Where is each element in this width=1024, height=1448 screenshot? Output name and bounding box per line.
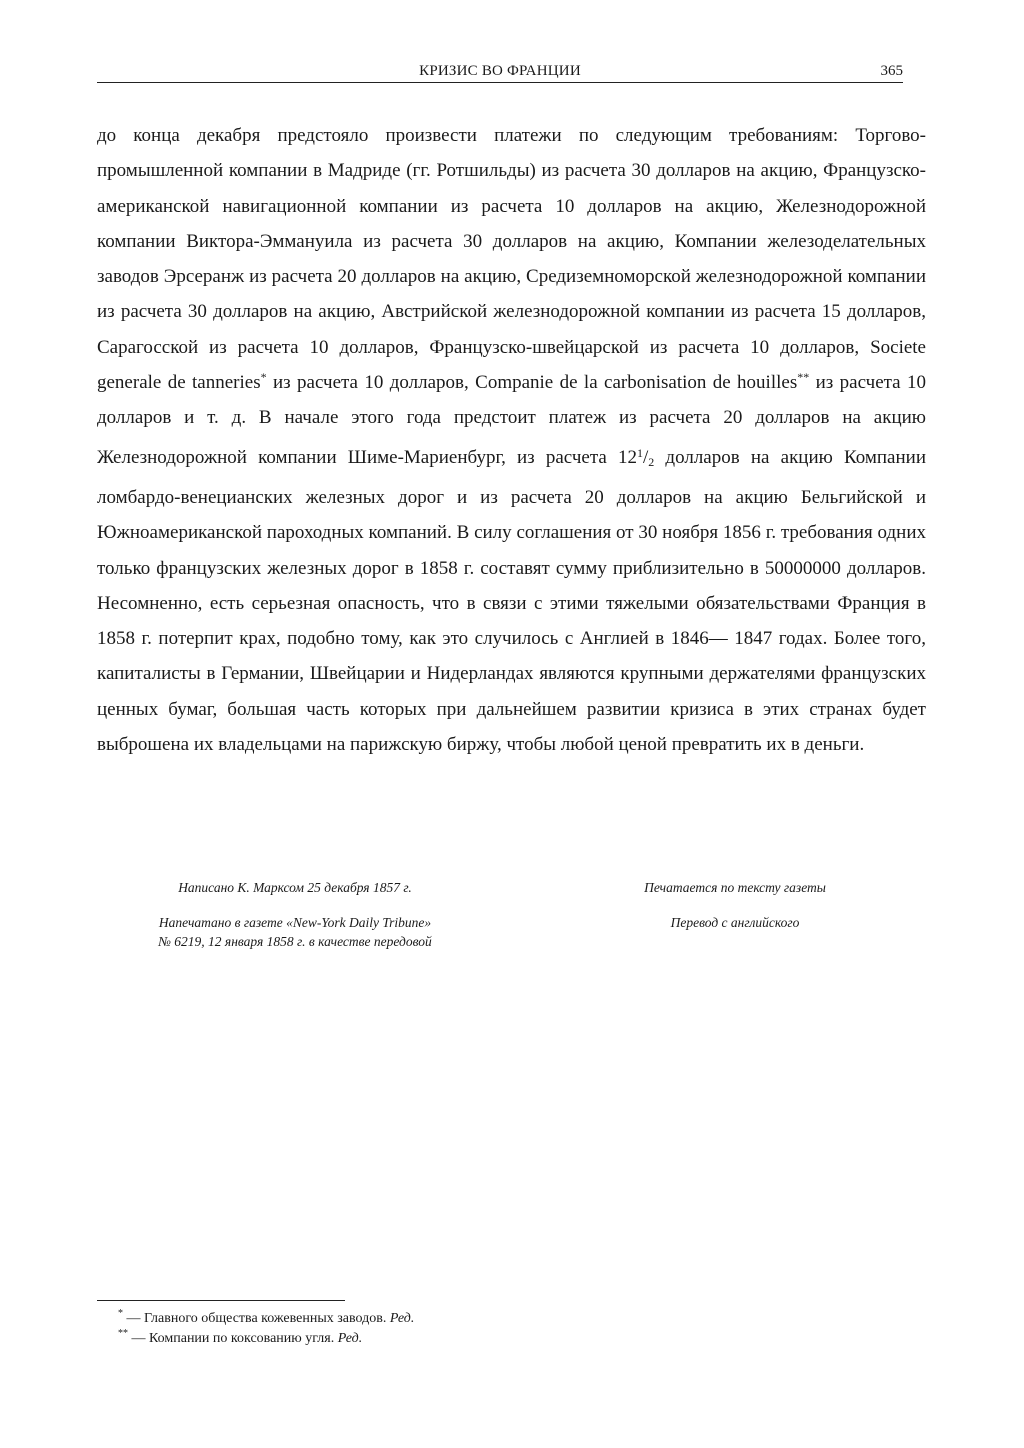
source-info — [560, 878, 910, 932]
main-text — [97, 118, 926, 762]
text-segment-2: из расчета 10 долларов, Companie de la carbonisation de houilles — [266, 372, 798, 394]
printed-note-line-1: Напечатано в газете «New-York Daily Tribune» — [158, 915, 432, 930]
printed-note-line-2: № 6219, 12 января 1858 г. в качестве передовой — [158, 934, 432, 949]
footnote-ref-1: * — [260, 370, 267, 385]
running-title: КРИЗИС ВО ФРАНЦИИ — [419, 63, 581, 79]
body-paragraph — [97, 118, 926, 762]
editor-note: Ред. — [337, 1331, 363, 1346]
footnote-2 — [118, 1329, 414, 1349]
footnote-ref-2: ** — [797, 370, 810, 385]
footnote-text: — Главного общества кожевенных заводов. — [123, 1311, 390, 1326]
footnotes — [118, 1309, 414, 1349]
fraction-separator: / — [642, 446, 649, 468]
text-segment-1: до конца декабря предстояло произвести платежи по следующим требованиям: Торгово-промышленной компании в Мадриде (гг. Ротшильды) из расчета 30 долларов на акцию, Французско-американской навигационной компании из расчета 10 долларов на акцию, Железнодорожной компании Виктора-Эммануила из расчета 30 долларов на акцию, Компании железоделательных заводов Эрсеранж из расчета 20 долларов на акцию, Средиземноморской железнодорожной компании из расчета 30 долларов на акцию, Австрийской железнодорожной компании из расчета 15 долларов, Сарагосской из расчета 10 долларов, Французско-швейцарской из расчета 10 долларов, Societe generale de tanneries — [97, 125, 926, 394]
footnote-mark: * — [118, 1308, 123, 1319]
page-number: 365 — [880, 63, 903, 79]
footnote-mark: ** — [118, 1328, 128, 1339]
translation-note: Перевод с английского — [670, 915, 800, 930]
text-segment-4: долларов на акцию Компании ломбардо-венецианских железных дорог и из расчета 20 долларов на акцию Бельгийской и Южноамериканской пароходных компаний. В силу соглашения от 30 ноября 1856 г. требования одних только французских железных дорог в 1858 г. составят сумму приблизительно в 50000000 долларов. Несомненно, есть серьезная опасность, что в связи с этими тяжелыми обязательствами Франция в 1858 г. потерпит крах, подобно тому, как это случилось с Англией в 1846— 1847 годах. Более того, капиталисты в Германии, Швейцарии и Нидерландах являются крупными держателями французских ценных бумаг, большая часть которых при дальнейшем развитии кризиса в этих странах будет выброшена их владельцами на парижскую биржу, чтобы любой ценой превратить их в деньги. — [97, 446, 926, 756]
fraction-denominator: 2 — [648, 454, 655, 469]
editor-note: Ред. — [389, 1311, 415, 1326]
footnote-1 — [118, 1309, 414, 1329]
fraction-numerator: 1 — [636, 445, 643, 460]
text-segment-3: из расчета 10 долларов и т. д. В начале этого года предстоит платеж из расчета 20 долларов на акцию Железнодорожной компании Шиме-Мариенбург, из расчета 12 — [97, 372, 926, 468]
footnote-divider — [97, 1300, 345, 1301]
publication-info — [120, 878, 470, 951]
running-header — [97, 60, 903, 83]
footnote-text: — Компании по коксованию угля. — [128, 1331, 338, 1346]
written-note: Написано К. Марксом 25 декабря 1857 г. — [178, 880, 412, 895]
source-note: Печатается по тексту газеты — [644, 880, 826, 895]
